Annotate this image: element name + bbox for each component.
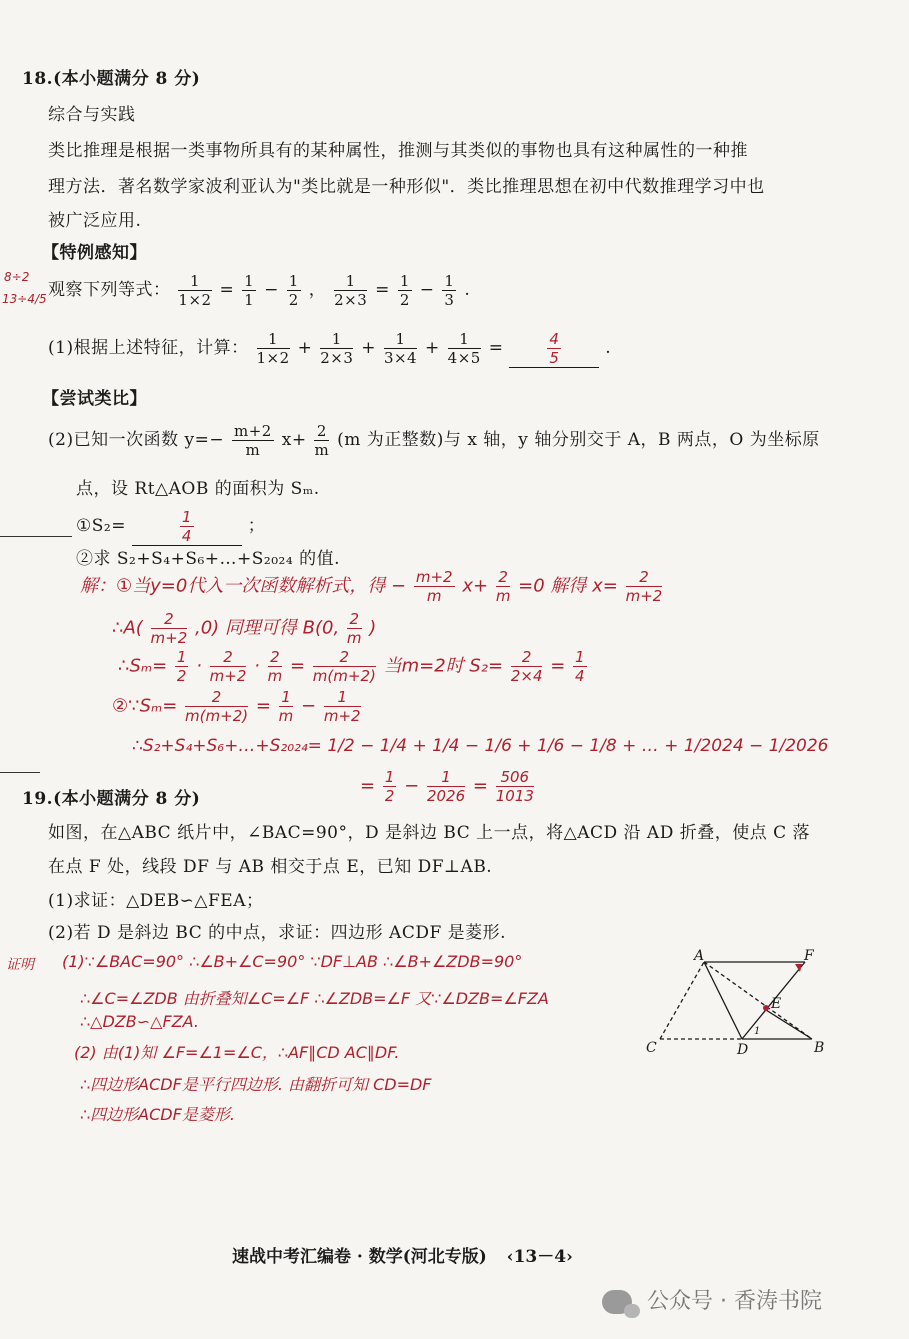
p1-answer: $\frac{4}{5}$ [549,330,560,367]
eq1-a: $\frac{1}{1}$ [244,272,255,309]
margin-line-1 [0,536,72,537]
label-angle-1: 1 [754,1026,761,1037]
sol18-line-2: ∴A( $\frac{2}{m+2}$ ,0) 同理可得 B(0, $\frac{2}{m}$ ) [112,610,377,647]
sol18-telescoping-terms: 1/2 − 1/4 + 1/4 − 1/6 + 1/6 − 1/8 + … + 1/2024 − 1/2026 [327,736,829,756]
sol18-line-5: ∴S₂+S₄+S₆+…+S₂₀₂₄= 1/2 − 1/4 + 1/4 − 1/6 + 1/6 − 1/8 + … + 1/2024 − 1/2026 [132,736,829,756]
q18-part2-cont: 点，设 Rt△AOB 的面积为 Sₘ. [76,479,320,499]
seg-ca [660,962,704,1039]
margin-note-1: 8÷2 [4,270,30,284]
wechat-icon [602,1290,632,1314]
p1-answer-blank [509,330,599,368]
label-e: E [771,996,782,1012]
seg-eb [766,1010,812,1039]
seg-ad [704,962,742,1039]
proof19-label: 证明 [6,957,34,973]
label-a: A [694,948,705,964]
eq2-lhs: $\frac{1}{2\times 3}$ [334,272,368,309]
q18-observe: 观察下列等式： $\frac{1}{1\times 2}$ = $\frac{1}{1}$ − $\frac{1}{2}$ ， $\frac{1}{2\times 3}$ = $\frac{1}{2}$ − $\frac{1}{3}$ . [48,272,471,309]
q18-intro-3: 被广泛应用. [48,211,142,231]
q18-sub2: ②求 S₂+S₄+S₆+…+S₂₀₂₄ 的值. [76,549,340,569]
margin-note-2: 13÷4/5 [2,292,47,306]
proof19-line-6: ∴四边形ACDF是菱形. [80,1105,235,1124]
sub1-answer-blank [132,508,242,546]
proof19-line-1: (1)∵∠BAC=90° ∴∠B+∠C=90° ∵DF⊥AB ∴∠B+∠ZDB=90° [62,952,523,971]
proof19-line-4: (2) 由(1)知 ∠F=∠1=∠C，∴AF∥CD AC∥DF. [74,1043,400,1062]
q18-part1: (1)根据上述特征，计算： $\frac{1}{1\times 2}$ + $\frac{1}{2\times 3}$ + $\frac{1}{3\times 4}$ + $\frac{1}{4\times 5}$ = $\frac{4}{5}$ . [48,330,612,367]
proof19-line-5: ∴四边形ACDF是平行四边形. 由翻折可知 CD=DF [80,1075,432,1094]
label-f: F [804,948,814,964]
q19-line-2: 在点 F 处，线段 DF 与 AB 相交于点 E，已知 DF⊥AB. [48,857,493,877]
margin-line-2 [0,772,40,773]
eq1-b: $\frac{1}{2}$ [288,272,299,309]
label-b: B [814,1040,825,1056]
q19-part-1: (1)求证：△DEB∽△FEA； [48,891,264,911]
q19-header: 19.(本小题满分 8 分) [22,789,201,809]
label-c: C [646,1040,657,1056]
page-number: ‹13－4› [506,1247,573,1267]
q18-header: 18.(本小题满分 8 分) [22,69,201,89]
q19-figure [640,946,840,1066]
sub1-answer: $\frac{1}{4}$ [181,508,192,545]
q18-intro-1: 类比推理是根据一类事物所具有的某种属性，推测与其类似的事物也具有这种属性的一种推 [48,141,748,161]
q18-sub1: ①S₂= $\frac{1}{4}$ ； [76,508,266,545]
sol18-line-4: ②∵Sₘ= $\frac{2}{m(m+2)}$ = $\frac{1}{m}$ − $\frac{1}{m+2}$ [112,688,361,725]
eq1-lhs: $\frac{1}{1\times 2}$ [178,272,212,309]
watermark: 公众号 · 香涛书院 [602,1284,822,1315]
sol18-line-3: ∴Sₘ= $\frac{1}{2}$ · $\frac{2}{m+2}$ · $\frac{2}{m}$ = $\frac{2}{m(m+2)}$ 当m=2时 S₂= $\frac{2}{2\times 4}$ = $\frac{1}{4}$ [118,648,585,685]
q18-intro-2: 理方法．著名数学家波利亚认为"类比就是一种形似"．类比推理思想在初中代数推理学习中也 [48,177,765,197]
q18-tag-special: 【特例感知】 [42,243,147,263]
label-d: D [737,1042,749,1058]
sol18-line-6: = $\frac{1}{2}$ − $\frac{1}{2026}$ = $\frac{506}{1013}$ [360,768,534,805]
q19-line-1: 如图，在△ABC 纸片中，∠BAC=90°，D 是斜边 BC 上一点，将△ACD 沿 AD 折叠，使点 C 落 [48,823,811,843]
q18-tag-analogy: 【尝试类比】 [42,389,147,409]
observe-prefix: 观察下列等式： [48,280,171,300]
q18-part2: (2)已知一次函数 y=− $\frac{m+2}{m}$ x+ $\frac{2}{m}$ (m 为正整数)与 x 轴，y 轴分别交于 A，B 两点，O 为坐标原 [48,422,820,459]
proof19-line-3: ∴△DZB∽△FZA. [80,1012,199,1031]
eq2-b: $\frac{1}{3}$ [444,272,455,309]
eq2-a: $\frac{1}{2}$ [399,272,410,309]
sol18-line-1: 解：①当y=0代入一次函数解析式，得 − $\frac{m+2}{m}$ x+ $\frac{2}{m}$ =0 解得 x= $\frac{2}{m+2}$ [80,568,663,605]
proof19-line-2: ∴∠C=∠ZDB 由折叠知∠C=∠F ∴∠ZDB=∠F 又∵∠DZB=∠FZA [80,989,549,1008]
q19-part-2: (2)若 D 是斜边 BC 的中点，求证：四边形 ACDF 是菱形. [48,923,507,943]
footer-title: 速战中考汇编卷 · 数学(河北专版) ‹13－4› [232,1247,573,1267]
q18-section: 综合与实践 [48,105,136,125]
